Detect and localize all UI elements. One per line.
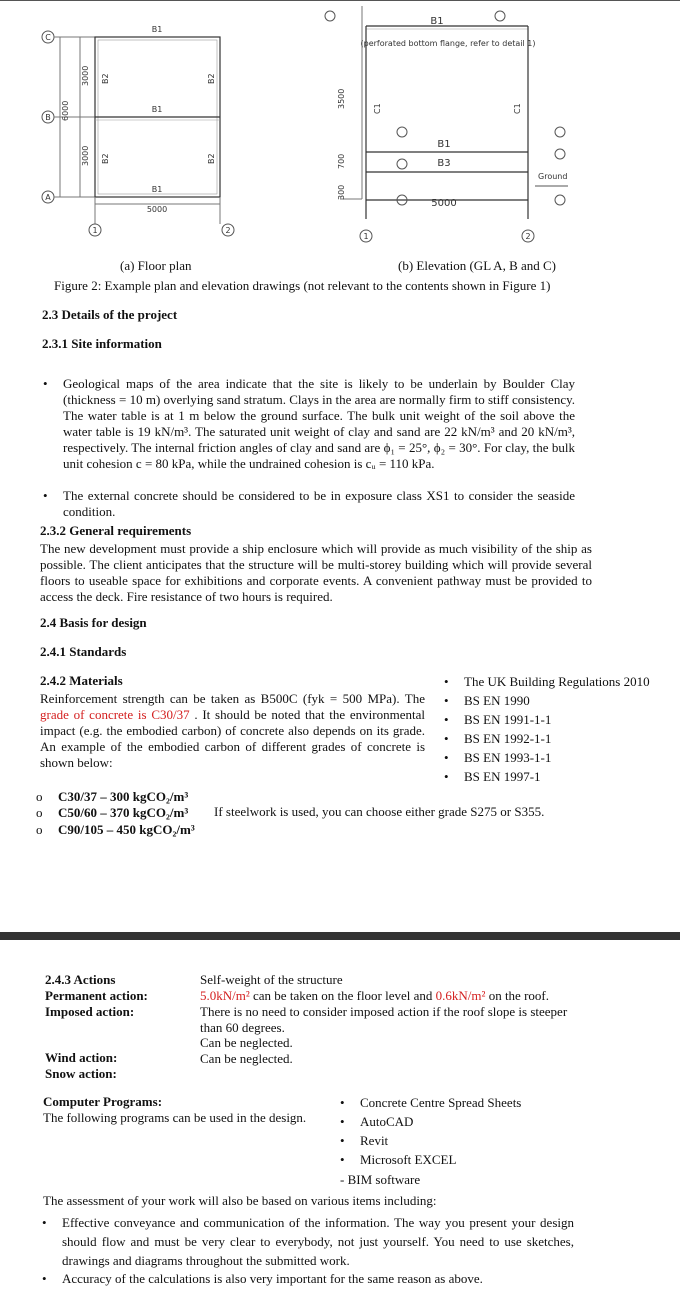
imposed-action-label: Imposed action: [45,1004,135,1019]
flange-note: (perforated bottom flange, refer to detail 1) [360,39,536,48]
grid-label-1: 1 [92,226,98,235]
materials-text: Reinforcement strength can be taken as B500C (fyk = 500 MPa). The grade of concrete is C30/37 . It should be noted that the environmental impact (e.g. the embodied carbon) of concrete also depends on its grade. An example of the embodied carbon of different grades of concrete is shown below: [40,691,425,770]
elev-b1-top: B1 [430,16,444,27]
dim-300: 300 [337,184,346,200]
dim-lower: 3000 [81,145,90,166]
program-item: • Revit [340,1133,389,1148]
site-info-bullet-1: • Geological maps of the area indicate that the site is likely to be underlain by Boulder Clay (thickness = 10 m) overlying sand stratum. Clays in the area are normally firm to stiff consistency. The water table is at 1 m below the ground surface. The bulk unit weight of the soil above the water table is 19 kN/m³. The saturated unit weight of clay and sand are 22 kN/m³ and 20 kN/m³, respectively. The internal friction angles of clay and sand are ϕ₁ = 25°, ϕ₂ = 30°. For clay, the bulk unit cohesion c = 80 kPa, while the undrained cohesion is cᵤ = 110 kPa. [43,376,575,471]
steel-grade-text: If steelwork is used, you can choose either grade S275 or S355. [214,804,545,819]
grid-label-b: B [45,113,51,122]
heading-2-4-2: 2.4.2 Materials [40,673,123,688]
heading-2-4-3: 2.4.3 Actions [45,972,116,987]
heading-2-3-1: 2.3.1 Site information [42,336,162,351]
wind-action-label: Wind action: [45,1050,118,1065]
neglect-text: Can be neglected. [200,1035,293,1050]
beam-b2-left-top: B2 [101,73,110,84]
heading-2-4: 2.4 Basis for design [40,615,147,630]
permanent-action-label: Permanent action: [45,988,148,1003]
grade-item: o C30/37 – 300 kgCO₂/m³ [36,789,189,804]
beam-b2-right-top: B2 [207,73,216,84]
dim-span: 5000 [146,205,168,214]
beam-b1-bottom: B1 [151,185,163,194]
bullet-dot: • [43,376,48,391]
elev-span: 5000 [431,198,457,209]
standard-item: • BS EN 1993-1-1 [444,750,552,765]
dim-upper: 3000 [81,65,90,86]
grid-label-a: A [45,193,51,202]
caption-elevation: (b) Elevation (GL A, B and C) [398,258,557,273]
standard-item: • BS EN 1997-1 [444,769,541,784]
permanent-action-value: Self-weight of the structure [200,972,343,987]
computer-programs-heading: Computer Programs: [43,1094,163,1109]
heading-2-4-1: 2.4.1 Standards [40,644,127,659]
concrete-grade-highlight: grade of concrete is C30/37 [40,707,190,722]
assessment-bullet-2: • Accuracy of the calculations is also very important for the same reason as above. [42,1271,483,1286]
standard-item: • BS EN 1990 [444,693,530,708]
beam-b2-left-bottom: B2 [101,153,110,164]
beam-b2-right-bottom: B2 [207,153,216,164]
grid-label-c: C [45,33,51,42]
elev-grid-2: 2 [525,232,531,241]
program-item: • Concrete Centre Spread Sheets [340,1095,522,1110]
bullet-dot: • [43,488,48,503]
grid-label-2: 2 [225,226,231,235]
dim-3500: 3500 [337,88,346,109]
grade-item: o C90/105 – 450 kgCO₂/m³ [36,822,195,837]
bim-software: - BIM software [340,1172,421,1187]
standard-item: • The UK Building Regulations 2010 [444,674,650,689]
page-divider [0,932,680,940]
elev-b1-mid: B1 [437,139,451,150]
beam-b1-mid: B1 [151,105,163,114]
elev-grid-1: 1 [363,232,369,241]
snow-action-label: Snow action: [45,1066,117,1081]
standard-item: • BS EN 1991-1-1 [444,712,552,727]
grade-item: o C50/60 – 370 kgCO₂/m³ [36,805,189,820]
column-c1-left: C1 [373,103,382,114]
beam-b1-top: B1 [151,25,163,34]
site-info-bullet-2: • The external concrete should be considered to be in exposure class XS1 to consider the seaside condition. [43,488,575,519]
wind-action-value: Can be neglected. [200,1051,293,1066]
caption-floor-plan: (a) Floor plan [120,258,192,273]
imposed-action-value: 5.0kN/m² can be taken on the floor level and 0.6kN/m² on the roof. [200,988,549,1003]
floor-plan-drawing [30,6,250,246]
ground-label: Ground [538,172,568,181]
computer-programs-text: The following programs can be used in the design. [43,1110,307,1125]
heading-2-3-2: 2.3.2 General requirements [40,523,192,538]
elev-b3: B3 [437,158,451,169]
assessment-bullet-1: • Effective conveyance and communication of the information. The way you present your design should flow and must be very clear to everybody, not just yourself. You need to use sketches, drawings and diagrams throughout the submitted work. [42,1215,574,1268]
standard-item: • BS EN 1992-1-1 [444,731,552,746]
program-item: • Microsoft EXCEL [340,1152,457,1167]
assessment-intro: The assessment of your work will also be based on various items including: [43,1193,437,1208]
top-rule [0,0,680,1]
program-item: • AutoCAD [340,1114,414,1129]
general-requirements-text: The new development must provide a ship enclosure which will provide as much visibility of the ship as possible. The client anticipates that the structure will be multi-storey building which will provide several floors to useable space for exhibitions and corporate events. A convenient pathway must be provided to access the deck. Fire resistance of two hours is required. [40,541,592,604]
dim-700: 700 [337,153,346,169]
elevation-drawing [320,4,582,248]
imposed-action-note: There is no need to consider imposed action if the roof slope is steeper than 60 degrees. [200,1004,568,1035]
heading-2-3: 2.3 Details of the project [42,307,178,322]
figure-caption: Figure 2: Example plan and elevation drawings (not relevant to the contents shown in Figure 1) [54,278,551,293]
column-c1-right: C1 [513,103,522,114]
dim-total: 6000 [61,100,70,121]
